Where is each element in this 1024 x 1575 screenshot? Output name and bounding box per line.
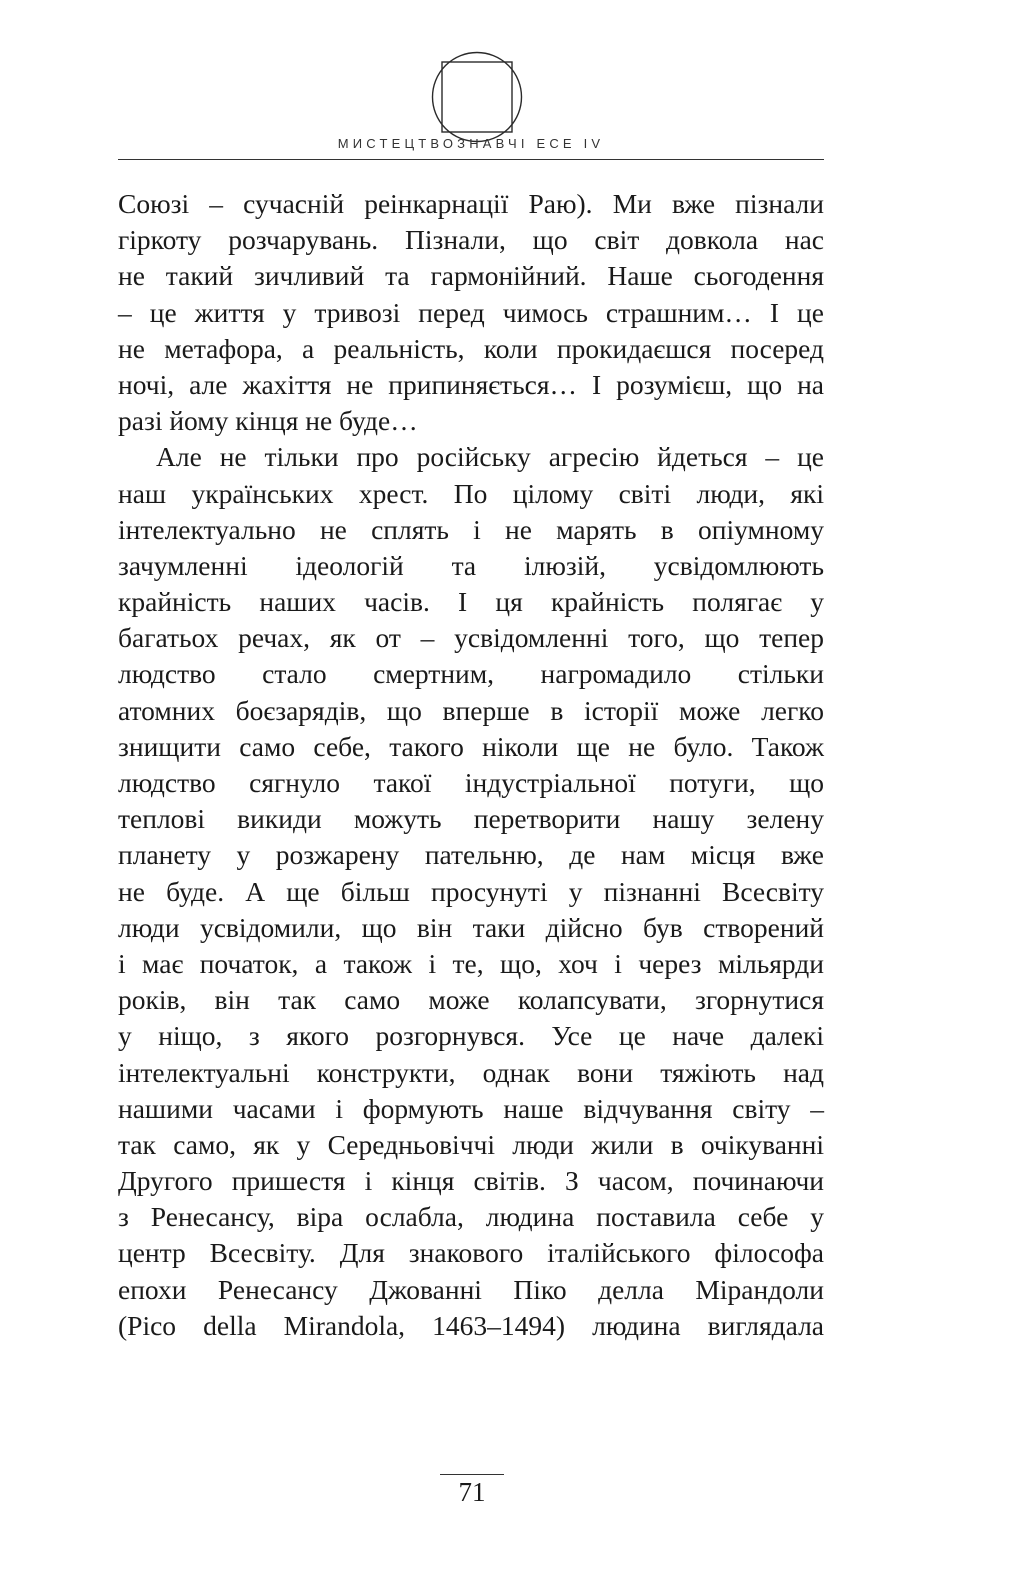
text-line: людство стало смертним, нагромадило стільки — [118, 658, 824, 690]
running-head: МИСТЕЦТВОЗНАВЧІ ЕСЕ IV — [337, 136, 605, 151]
text-line: – це життя у тривозі перед чимось страшним… І це — [118, 296, 824, 328]
text-line: так само, як у Середньовіччі люди жили в очікуванні — [118, 1128, 824, 1160]
text-line: Але не тільки про російську агресію йдеться – це — [156, 441, 824, 473]
text-line: знищити само себе, такого ніколи ще не було. Також — [118, 730, 824, 762]
text-line: ночі, але жахіття не припиняється… І розумієш, що на — [118, 368, 824, 400]
text-line: років, він так само може колапсувати, згорнутися — [118, 984, 824, 1016]
circle-square-emblem-icon — [431, 51, 523, 143]
text-line: нашими часами і формують наше відчування світу – — [118, 1092, 824, 1124]
text-line: теплові викиди можуть перетворити нашу зелену — [118, 803, 824, 835]
text-line: не буде. А ще більш просунуті у пізнанні Всесвіту — [118, 875, 824, 907]
text-line: атомних боєзарядів, що вперше в історії може легко — [118, 694, 824, 726]
text-line: люди усвідомили, що він таки дійсно був створений — [118, 911, 824, 943]
text-line: гіркоту розчарувань. Пізнали, що світ довкола нас — [118, 224, 824, 256]
text-line: у ніщо, з якого розгорнувся. Усе це наче далекі — [118, 1020, 824, 1052]
text-line: людство сягнуло такої індустріальної потуги, що — [118, 767, 824, 798]
text-line: зачумленні ідеологій та ілюзій, усвідомлюють — [118, 549, 824, 581]
text-line: багатьох речах, як от – усвідомленні того, що тепер — [118, 622, 824, 654]
text-line: (Pico della Mirandola, 1463–1494) людина виглядала — [118, 1309, 824, 1341]
text-line: епохи Ренесансу Джованні Піко делла Мірандоли — [118, 1273, 824, 1305]
text-line: Союзі – сучасній реінкарнації Раю). Ми вже пізнали — [118, 188, 824, 219]
text-line: наш українських хрест. По цілому світі люди, які — [118, 477, 824, 509]
text-line: не такий зичливий та гармонійний. Наше сьогодення — [118, 260, 824, 292]
text-line: планету у розжарену пательню, де нам місця вже — [118, 839, 824, 871]
text-line: крайність наших часів. І ця крайність полягає у — [118, 586, 824, 618]
text-line: Другого пришестя і кінця світів. З часом, починаючи — [118, 1165, 824, 1197]
page-number: 71 — [440, 1474, 504, 1509]
text-line: і має початок, а також і те, що, хоч і через мільярди — [118, 947, 824, 979]
text-line: разі йому кінця не буде… — [118, 405, 418, 437]
text-line: інтелектуальні конструкти, однак вони тяжіють над — [118, 1056, 824, 1088]
header-rule — [118, 159, 824, 160]
text-line: центр Всесвіту. Для знакового італійського філософа — [118, 1237, 824, 1269]
body-text — [118, 186, 824, 1344]
text-line: з Ренесансу, віра ослабла, людина поставила себе у — [118, 1201, 824, 1233]
text-line: не метафора, а реальність, коли прокидаєшся посеред — [118, 332, 824, 364]
text-line: інтелектуально не сплять і не марять в опіумному — [118, 513, 824, 545]
